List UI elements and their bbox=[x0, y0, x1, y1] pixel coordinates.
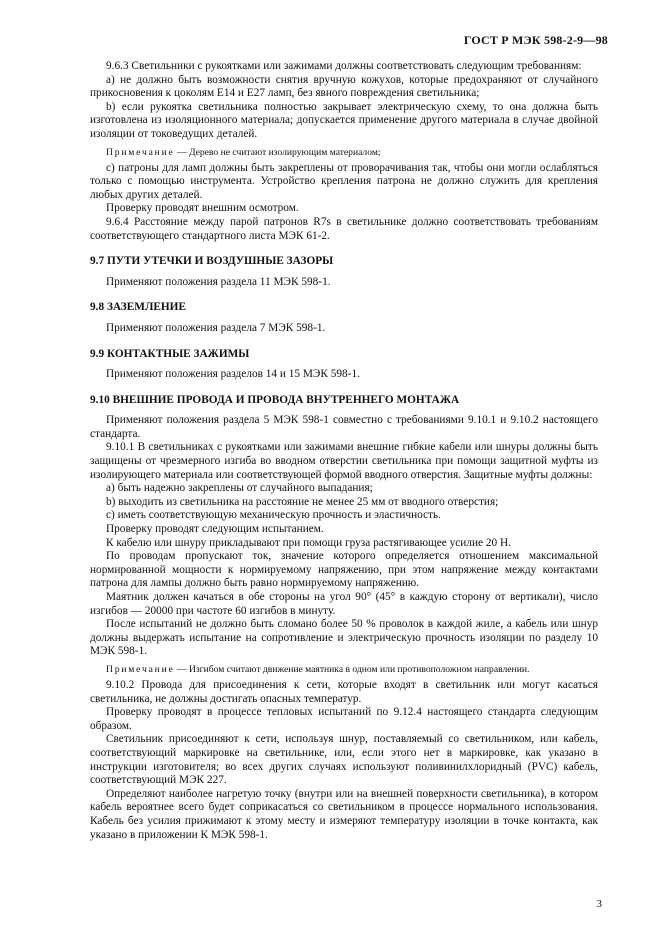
body-paragraph: Светильник присоединяют к сети, используя шнур, поставляемый со светильником, или кабель, соответствующий маркировке на светильнике, или, если этого нет в маркировке, как указано в инструкции изготовителя; во всех других случаях используют поливинилхлоридный (PVC) кабель, соответствующий МЭК 227. bbox=[90, 733, 598, 787]
body-paragraph: Применяют положения раздела 5 МЭК 598-1 совместно с требованиями 9.10.1 и 9.10.2 настоящего стандарта. bbox=[90, 414, 598, 440]
note-paragraph bbox=[90, 147, 598, 159]
section-heading: 9.7 ПУТИ УТЕЧКИ И ВОЗДУШНЫЕ ЗАЗОРЫ bbox=[90, 255, 334, 268]
section-heading: 9.8 ЗАЗЕМЛЕНИЕ bbox=[90, 301, 187, 314]
note-paragraph bbox=[90, 664, 598, 676]
body-paragraph: Применяют положения раздела 7 МЭК 598-1. bbox=[106, 321, 326, 334]
section-heading: 9.10 ВНЕШНИЕ ПРОВОДА И ПРОВОДА ВНУТРЕННЕГО МОНТАЖА bbox=[90, 393, 460, 406]
body-paragraph: Проверку проводят в процессе тепловых испытаний по 9.12.4 настоящего стандарта следующим образом. bbox=[90, 706, 598, 732]
body-paragraph: После испытаний не должно быть сломано более 50 % проволок в каждой жиле, а кабель или шнур должны выдержать испытание на сопротивление и электрическую прочность изоляции по разделу 10 МЭК 598-1. bbox=[90, 618, 598, 658]
body-paragraph: 9.6.4 Расстояние между парой патронов R7s в светильнике должно соответствовать требованиям соответствующего стандартного листа МЭК 61-2. bbox=[90, 215, 598, 242]
note-text: — Изгибом считают движение маятника в одном или противоположном направлении. bbox=[174, 663, 530, 675]
body-paragraph: 9.6.3 Светильники с рукоятками или зажимами должны соответствовать следующим требованиям: bbox=[106, 60, 582, 72]
body-paragraph: Проверку проводят следующим испытанием. bbox=[106, 523, 324, 536]
body-paragraph: Применяют положения раздела 11 МЭК 598-1. bbox=[106, 275, 331, 288]
note-lead: Примечание bbox=[106, 663, 175, 675]
body-paragraph: 9.10.2 Провода для присоединения к сети, которые входят в светильник или могут касаться светильника, не должны достигать опасных температур. bbox=[90, 678, 598, 705]
note-text: — Дерево не считают изолирующим материалом; bbox=[174, 146, 381, 158]
document-code: ГОСТ Р МЭК 598-2-9—98 bbox=[463, 33, 608, 47]
section-heading: 9.9 КОНТАКТНЫЕ ЗАЖИМЫ bbox=[90, 347, 250, 360]
body-paragraph: c) иметь соответствующую механическую прочность и эластичность. bbox=[106, 509, 442, 522]
note-lead: Примечание bbox=[106, 146, 175, 158]
body-paragraph: b) выходить из светильника на расстояние не менее 25 мм от вводного отверстия; bbox=[106, 495, 499, 508]
body-paragraph: b) если рукоятка светильника полностью закрывает электрическую схему, то она должна быть изготовлена из изоляционного материала; допускается применение другого материала в случае двойной изоляции от токоведущих деталей. bbox=[90, 100, 598, 140]
body-paragraph: c) патроны для ламп должны быть закреплены от проворачивания так, чтобы они могли ослабляться только с помощью инструмента. Устройство крепления патрона не должно служить для крепления любых других деталей. bbox=[90, 161, 598, 201]
body-paragraph: 9.10.1 В светильниках с рукоятками или зажимами внешние гибкие кабели или шнуры должны быть защищены от чрезмерного изгиба во вводном отверстии светильника при помощи защитной муфты из изолирующего материала или соответствующей формой вводного отверстия. Защитные муфты должны: bbox=[90, 441, 598, 481]
body-paragraph: По проводам пропускают ток, значение которого определяется отношением максимальной нормированной мощности к нормируемому напряжению, при этом напряжение между контактами патрона для лампы должно быть равно нормируемому напряжению. bbox=[90, 550, 598, 590]
body-paragraph: a) не должно быть возможности снятия вручную кожухов, которые предохраняют от случайного прикосновения к цоколям E14 и E27 ламп, без явного повреждения светильника; bbox=[90, 73, 598, 100]
body-paragraph: Определяют наиболее нагретую точку (внутри или на внешней поверхности светильника), в котором кабель вероятнее всего будет соприкасаться со светильником в процессе нормального использования. Кабель без усилия прижимают к этому месту и измеряют температуру изоляции в точке контакта, как указано в приложении К МЭК 598-1. bbox=[90, 787, 598, 841]
body-paragraph: Применяют положения разделов 14 и 15 МЭК 598-1. bbox=[106, 368, 360, 381]
body-paragraph: Проверку проводят внешним осмотром. bbox=[106, 202, 299, 215]
body-paragraph: К кабелю или шнуру прикладывают при помощи груза растягивающее усилие 20 Н. bbox=[106, 536, 511, 549]
body-paragraph: Маятник должен качаться в обе стороны на угол 90° (45° в каждую сторону от вертикали), число изгибов — 20000 при частоте 60 изгибов в минуту. bbox=[90, 591, 598, 617]
page-number: 3 bbox=[596, 898, 602, 910]
document-body bbox=[90, 60, 598, 842]
body-paragraph: a) быть надежно закреплены от случайного выпадания; bbox=[106, 482, 373, 495]
